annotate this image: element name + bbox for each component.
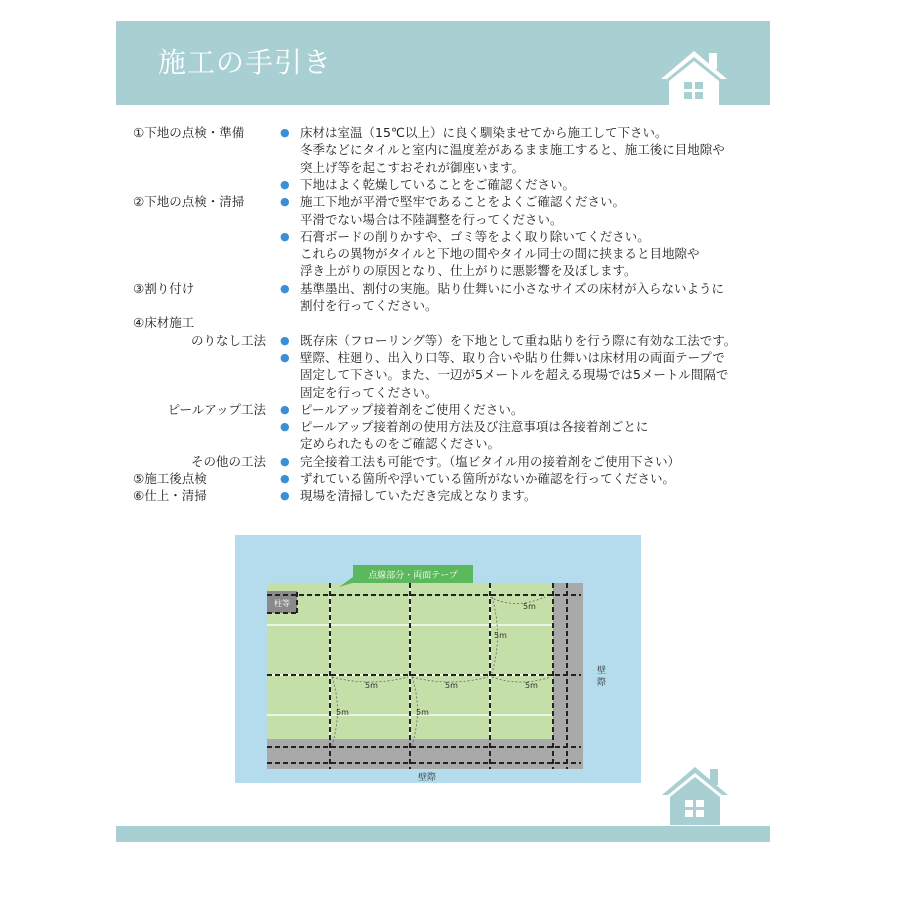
instruction-row: [116, 435, 770, 452]
dim-label: 5m: [494, 631, 507, 640]
instruction-text: 固定を行ってください。: [300, 384, 438, 400]
instruction-text: 施工下地が平滑で堅牢であることをよくご確認ください。: [300, 194, 626, 210]
instruction-text: 定められたものをご確認ください。: [300, 436, 501, 452]
instruction-text: 石膏ボードの削りかすや、ゴミ等をよく取り除いてください。: [300, 228, 650, 244]
instruction-row: [116, 332, 770, 349]
instruction-text: 割付を行ってください。: [300, 298, 438, 313]
instruction-row: [116, 141, 770, 158]
instruction-row: [116, 262, 770, 279]
instruction-text: 床材は室温（15℃以上）に良く馴染ませてから施工して下さい。: [300, 125, 668, 140]
callout-label: 点線部分・両面テープ: [368, 571, 458, 581]
house-icon: [659, 49, 729, 105]
bullet-icon: ●: [280, 489, 290, 503]
header-banner: [116, 21, 770, 105]
instruction-text: 既存床（フローリング等）を下地として重ね貼りを行う際に有効な工法です。: [300, 332, 737, 348]
dim-label: 5m: [416, 708, 429, 717]
dim-label: 5m: [336, 708, 349, 717]
house-icon: [660, 765, 730, 825]
instruction-row: [116, 228, 770, 245]
footer-bar: [116, 826, 770, 842]
bullet-icon: ●: [280, 350, 290, 364]
instruction-text: 突上げ等を起こすおそれが御座います。: [300, 159, 525, 175]
instruction-row: [116, 211, 770, 228]
instruction-row: [116, 453, 770, 470]
instruction-row: [116, 245, 770, 262]
instruction-text: 平滑でない場合は不陸調整を行ってください。: [300, 211, 563, 227]
bullet-icon: ●: [280, 402, 290, 416]
instruction-row: [116, 349, 770, 366]
section-label: ピールアップ工法: [167, 401, 266, 417]
section-label: のりなし工法: [190, 332, 266, 348]
instruction-row: [116, 280, 770, 297]
section-label: ⑥仕上・清掃: [133, 488, 207, 504]
pillar-label: 柱等: [274, 599, 290, 608]
instruction-text: 冬季などにタイルと室内に温度差があるまま施工すると、施工後に目地隙や: [300, 142, 725, 158]
instruction-text: ピールアップ接着剤の使用方法及び注意事項は各接着剤ごとに: [300, 419, 649, 435]
bullet-icon: ●: [280, 195, 290, 209]
instruction-text: 壁際、柱廻り、出入り口等、取り合いや貼り仕舞いは床材用の両面テープで: [300, 349, 725, 365]
dim-label: 5m: [365, 681, 378, 690]
instruction-text: 現場を清掃していただき完成となります。: [300, 488, 537, 504]
dim-label: 5m: [445, 681, 458, 690]
wall-label-bottom: 壁際: [417, 773, 437, 783]
dim-label: 5m: [525, 681, 538, 690]
section-label: ④床材施工: [133, 315, 195, 331]
instruction-text: 固定して下さい。また、一辺が5メートルを超える現場では5メートル間隔で: [300, 367, 729, 383]
bullet-icon: ●: [280, 281, 290, 295]
bottom-wall: [267, 739, 583, 769]
section-label: ③割り付け: [133, 280, 195, 296]
section-label: ①下地の点検・準備: [133, 125, 245, 140]
instruction-row: [116, 193, 770, 210]
instruction-row: [116, 314, 770, 331]
section-label: ②下地の点検・清掃: [133, 194, 245, 210]
bullet-icon: ●: [280, 126, 290, 139]
instruction-text: 基準墨出、割付の実施。貼り仕舞いに小さなサイズの床材が入らないように: [300, 280, 725, 296]
bullet-icon: ●: [280, 177, 290, 191]
instruction-row: [116, 366, 770, 383]
bullet-icon: ●: [280, 420, 290, 434]
instruction-row: [116, 297, 770, 314]
dim-label: 5m: [523, 602, 536, 611]
bullet-icon: ●: [280, 472, 290, 485]
instruction-row: [116, 401, 770, 418]
instruction-row: [116, 487, 770, 504]
bullet-icon: ●: [280, 333, 290, 347]
wall-label-right-1: 壁: [597, 666, 607, 676]
floor-layout-diagram: [235, 535, 641, 783]
wall-label-right-2: 際: [597, 678, 607, 688]
page-title: 施工の手引き: [158, 46, 333, 79]
section-label: その他の工法: [190, 453, 266, 469]
instruction-row: [116, 384, 770, 401]
instruction-text: 浮き上がりの原因となり、仕上がりに悪影響を及ぼします。: [300, 263, 637, 279]
instruction-text: 完全接着工法も可能です。（塩ビタイル用の接着剤をご使用下さい）: [300, 453, 681, 469]
instruction-row: [116, 470, 770, 487]
bullet-icon: ●: [280, 454, 290, 468]
instruction-text: 下地はよく乾燥していることをご確認ください。: [300, 176, 576, 192]
section-label: ⑤施工後点検: [133, 471, 207, 486]
instruction-text: ピールアップ接着剤をご使用ください。: [300, 401, 524, 417]
instruction-row: [116, 176, 770, 193]
instruction-row: [116, 418, 770, 435]
instruction-row: [116, 124, 770, 141]
instruction-row: [116, 159, 770, 176]
bullet-icon: ●: [280, 229, 290, 243]
instruction-text: ずれている箇所や浮いている箇所がないか確認を行ってください。: [300, 471, 676, 486]
instruction-text: これらの異物がタイルと下地の間やタイル同士の間に挟まると目地隙や: [300, 246, 700, 262]
